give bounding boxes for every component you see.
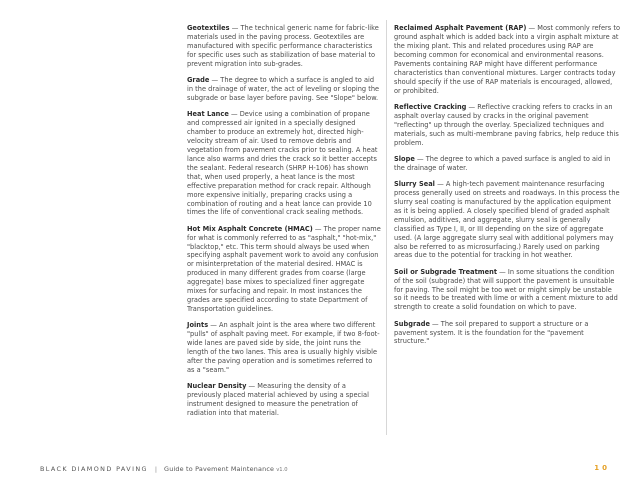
glossary-entry-joints [187, 321, 381, 375]
term-label: Soil or Subgrade Treatment [394, 267, 498, 276]
glossary-entry-heat-lance [187, 110, 381, 217]
term-label: Slope [394, 154, 415, 163]
glossary-entry-grade [187, 76, 381, 103]
term-label: Slurry Seal [394, 179, 435, 188]
term-label: Grade [187, 75, 210, 84]
brand-name: BLACK DIAMOND PAVING [40, 465, 148, 473]
glossary-entry-slope [394, 155, 620, 173]
term-label: Heat Lance [187, 110, 229, 118]
glossary-entry-nuclear-density [187, 382, 381, 418]
term-definition: The degree to which a surface is angled to aid in the drainage of water, the act of leveling or sloping the subgrade or base layer before paving. See "Slope" below. [187, 75, 380, 102]
footer-divider: | [154, 465, 158, 473]
term-separator: — [209, 75, 221, 84]
term-definition: An asphalt joint is the area where two different "pulls" of asphalt paving meet. For example, if two 8-foot-wide lanes are paved side by side, the joint runs the length of the two lanes. This area is usually highly visible after the paving operation and is sometimes referred to as a "seam." [187, 321, 380, 375]
term-label: Geotextiles [187, 24, 230, 32]
term-separator: — [434, 179, 446, 188]
term-definition: The soil prepared to support a structure or a pavement system. It is the foundation for the "pavement structure." [394, 319, 589, 346]
term-definition: The technical generic name for fabric-like materials used in the paving process. Geotextiles are manufactured with specific performance characteristics for specific uses such as stabilization of base material to prevent migration into sub-grades. [187, 24, 379, 68]
term-definition: Most commonly refers to ground asphalt which is added back into a virgin asphalt mixture at the mixing plant. This and related procedures using RAP are becoming common for economical and environmental reasons. Pavements containing RAP might have different performance characteristics than conventional mixtures. Larger contracts today should specify if the use of RAP materials is encouraged, allowed, or prohibited. [394, 24, 621, 95]
page-number: 10 [594, 464, 610, 472]
term-separator: — [414, 154, 426, 163]
term-definition: Measuring the density of a previously placed material achieved by using a special instrument designed to measure the penetration of radiation into that material. [187, 382, 369, 418]
term-definition: Device using a combination of propane and compressed air ignited in a specially designed chamber to produce an extremely hot, directed high-velocity stream of air. Used to remove debris and vegetation from pavement cracks prior to sealing. A heat lance also warms and dries the crack so it better accepts the sealant. Federal research (SHRP H-106) has shown that, when used properly, a heat lance is the most effective preparation method for crack repair. Although more expensive initially, preparing cracks using a combination of routing and a heat lance can provide 10 times the life of conventional crack sealing methods. [187, 110, 378, 217]
term-definition: Reflective cracking refers to cracks in an asphalt overlay caused by cracks in the original pavement "reflecting" up through the overlay. Specialized techniques and materials, such as multi-membrane paving fabrics, help reduce this problem. [394, 102, 619, 147]
term-separator: — [466, 102, 478, 111]
term-separator: — [229, 24, 241, 32]
glossary-entry-soil-treatment [394, 268, 620, 313]
term-separator: — [429, 319, 441, 328]
term-separator: — [497, 267, 508, 276]
glossary-right-column [394, 24, 620, 354]
term-separator: — [208, 321, 219, 330]
glossary-entry-subgrade [394, 320, 620, 347]
glossary-entry-rap [394, 24, 620, 96]
glossary-entry-geotextiles [187, 24, 381, 69]
term-definition: In some situations the condition of the soil (subgrade) that will support the pavement is unsuitable for paving. The soil might be too wet or might simply be unstable so it needs to be treated with lime or with a cement mixture to add strength to create a solid foundation on which to pave. [394, 267, 618, 312]
glossary-entry-slurry-seal [394, 180, 620, 261]
term-label: Nuclear Density [187, 382, 247, 391]
glossary-entry-reflective-cracking [394, 103, 620, 148]
term-label: Reflective Cracking [394, 102, 467, 111]
term-separator: — [228, 110, 240, 118]
term-separator: — [246, 382, 258, 391]
term-separator: — [526, 24, 538, 32]
term-label: Hot Mix Asphalt Concrete (HMAC) [187, 224, 313, 233]
term-label: Subgrade [394, 319, 430, 328]
term-definition: The degree to which a paved surface is angled to aid in the drainage of water. [394, 154, 611, 172]
term-definition: A high-tech pavement maintenance resurfacing process generally used on streets and roadways. In this process the slurry seal coating is manufactured by the application equipment as it is being applied. A closely specified blend of graded asphalt emulsion, additives, and aggregate, slurry seal is generally classified as Type I, II, or III depending on the size of aggregate used. (A large aggregate slurry seal with additional polymers may also be referred to as microsurfacing.) Rarely used on parking areas due to the potential for tracking in hot weather. [394, 179, 620, 260]
glossary-entry-hmac [187, 225, 381, 315]
glossary-left-column [187, 24, 381, 425]
column-divider [386, 20, 387, 435]
term-label: Reclaimed Asphalt Pavement (RAP) [394, 24, 527, 32]
page-footer [40, 465, 610, 477]
term-label: Joints [187, 321, 209, 330]
version-label: v1.0 [276, 467, 288, 473]
term-definition: The proper name for what is commonly referred to as "asphalt," "hot-mix," "blacktop," etc. This term should always be used when specifying asphalt pavement work to avoid any confusion or misinterpretation of the material desired. HMAC is produced in many different grades from coarse (large aggregate) base mixes to specialized finer aggregate mixes for surfacing and repair. In most instances the grades are specified according to state Department of Transportation guidelines. [187, 224, 381, 314]
term-separator: — [312, 224, 324, 233]
guide-title: Guide to Pavement Maintenance [164, 465, 275, 473]
